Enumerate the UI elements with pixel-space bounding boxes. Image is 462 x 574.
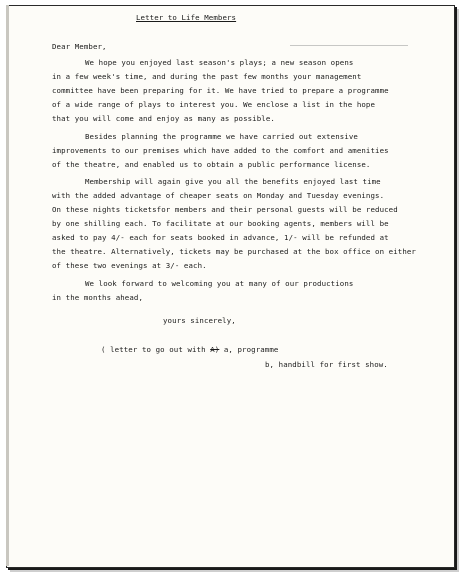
paragraph3-line: with the added advantage of cheaper seats on Monday and Tuesday evenings. [52, 191, 385, 200]
paragraph3-line: On these nights ticketsfor members and their personal guests will be reduced [52, 205, 398, 214]
enclosure-item-a: a, programme [219, 345, 279, 354]
paragraph1-line: in a few week's time, and during the past few months your management [52, 72, 362, 81]
enclosure-prefix: ( letter to go out with [101, 345, 211, 354]
paragraph3-line: the theatre. Alternatively, tickets may be purchased at the box office on either [52, 247, 416, 256]
sheet-edge-shadow [6, 5, 9, 566]
struck-text: A) [210, 345, 220, 354]
letter-heading: Letter to Life Members [136, 13, 237, 22]
paragraph1-line: committee have been preparing for it. We have tried to prepare a programme [52, 86, 389, 95]
paragraph1-line: We hope you enjoyed last season's plays; a new season opens [85, 58, 354, 67]
paragraph2-line: Besides planning the programme we have carried out extensive [85, 132, 358, 141]
paragraph3-line: by one shilling each. To facilitate at our booking agents, members will be [52, 219, 389, 228]
paragraph3-line: Membership will again give you all the benefits enjoyed last time [85, 177, 381, 186]
paragraph3-line: of these two evenings at 3/- each. [52, 261, 207, 270]
paragraph4-line: in the months ahead, [52, 293, 143, 302]
paragraph2-line: of the theatre, and enabled us to obtain a public performance license. [52, 160, 371, 169]
paragraph1-line: of a wide range of plays to interest you. We enclose a list in the hope [52, 100, 376, 109]
enclosure-note-line-a [101, 345, 278, 354]
salutation: Dear Member, [52, 42, 107, 51]
paragraph3-line: asked to pay 4/- each for seats booked in advance, 1/- will be refunded at [52, 233, 389, 242]
paragraph2-line: improvements to our premises which have added to the comfort and amenities [52, 146, 389, 155]
closing: yours sincerely, [163, 316, 236, 325]
faded-typed-line [290, 45, 408, 46]
paragraph4-line: We look forward to welcoming you at many of our productions [85, 279, 354, 288]
paragraph1-line: that you will come and enjoy as many as possible. [52, 114, 275, 123]
enclosure-item-b: b, handbill for first show. [265, 360, 388, 369]
